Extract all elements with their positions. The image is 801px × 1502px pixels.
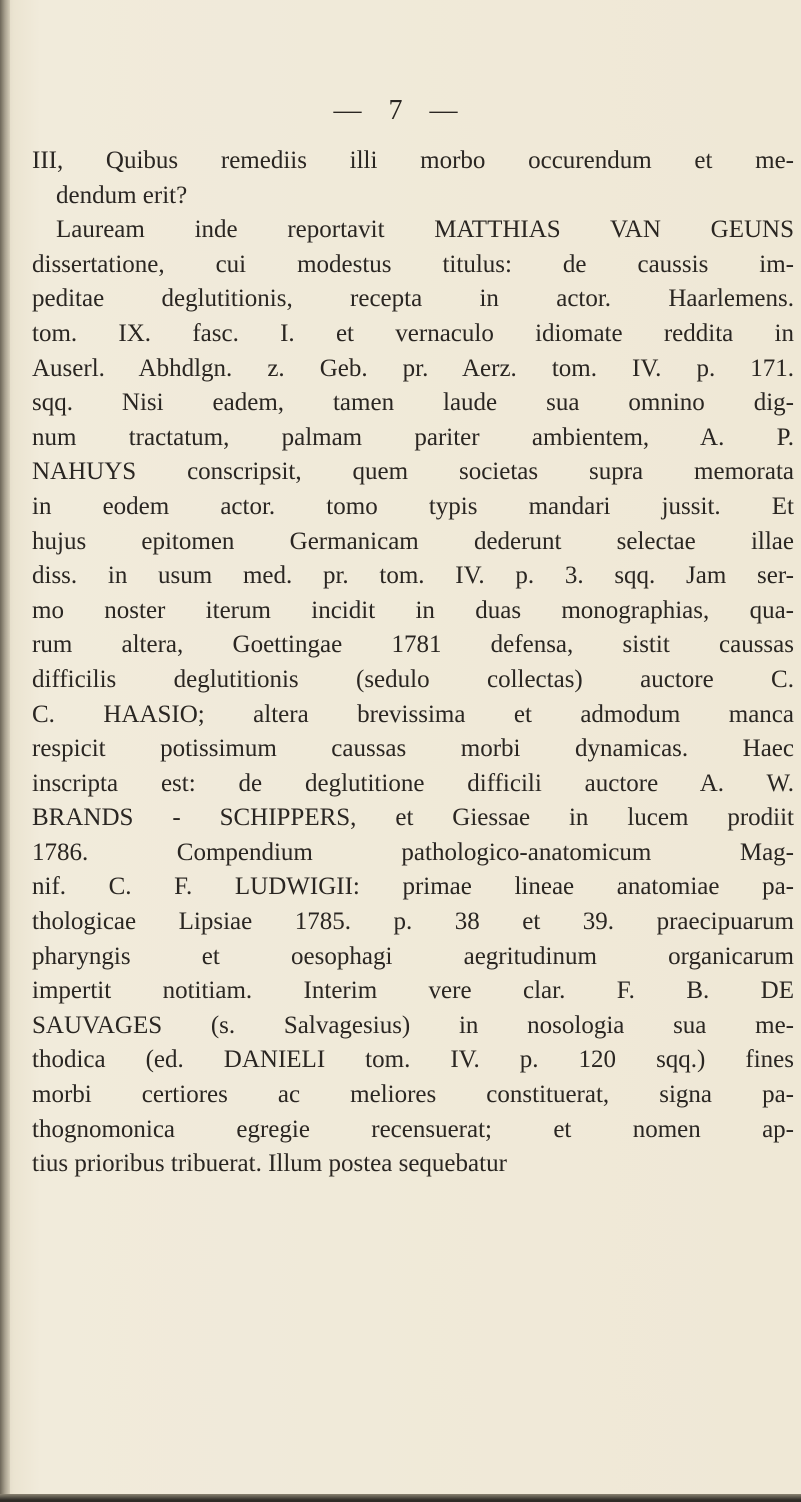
text-line: 1786. Compendium pathologico-anatomicum Mag-: [32, 838, 794, 866]
text-line: respicit potissimum caussas morbi dynamicas. Haec: [32, 735, 794, 763]
text-line: thognomonica egregie recensuerat; et nomen ap-: [32, 1115, 794, 1143]
text-line: NAHUYS conscripsit, quem societas supra memorata: [32, 458, 794, 486]
text-line: hujus epitomen Germanicam dederunt selectae illae: [32, 527, 794, 555]
page-bottom-edge: [0, 1494, 801, 1502]
text-line: Auserl. Abhdlgn. z. Geb. pr. Aerz. tom. IV. p. 171.: [32, 354, 794, 382]
text-line: impertit notitiam. Interim vere clar. F. B. DE: [32, 977, 794, 1005]
text-line: thologicae Lipsiae 1785. p. 38 et 39. praecipuarum: [32, 908, 794, 936]
text-line: dissertatione, cui modestus titulus: de caussis im-: [32, 250, 794, 278]
body-text: [32, 144, 794, 1182]
text-line: BRANDS - SCHIPPERS, et Giessae in lucem prodiit: [32, 804, 794, 832]
text-line: morbi certiores ac meliores constituerat, signa pa-: [32, 1081, 794, 1109]
text-line: pharyngis et oesophagi aegritudinum organicarum: [32, 942, 794, 970]
text-line: num tractatum, palmam pariter ambientem, A. P.: [32, 423, 794, 451]
text-line: rum altera, Goettingae 1781 defensa, sistit caussas: [32, 631, 794, 659]
page-spine-shadow: [0, 0, 10, 1502]
text-line: in eodem actor. tomo typis mandari jussit. Et: [32, 492, 794, 520]
text-line: C. HAASIO; altera brevissima et admodum manca: [32, 700, 794, 728]
text-line: thodica (ed. DANIELI tom. IV. p. 120 sqq.) fines: [32, 1046, 794, 1074]
text-line: tom. IX. fasc. I. et vernaculo idiomate reddita in: [32, 319, 794, 347]
text-line: SAUVAGES (s. Salvagesius) in nosologia sua me-: [32, 1011, 794, 1039]
text-line: nif. C. F. LUDWIGII: primae lineae anatomiae pa-: [32, 873, 794, 901]
text-line: difficilis deglutitionis (sedulo collectas) auctore C.: [32, 665, 794, 693]
text-line: III, Quibus remediis illi morbo occurendum et me-: [32, 147, 794, 174]
text-line: inscripta est: de deglutitione difficili auctore A. W.: [32, 769, 794, 797]
page-number: — 7 —: [333, 95, 468, 126]
text-line: diss. in usum med. pr. tom. IV. p. 3. sqq. Jam ser-: [32, 562, 794, 590]
text-line: peditae deglutitionis, recepta in actor. Haarlemens.: [32, 285, 794, 313]
text-line: dendum erit?: [56, 181, 188, 209]
text-line: mo noster iterum incidit in duas monographias, qua-: [32, 596, 794, 624]
text-line: sqq. Nisi eadem, tamen laude sua omnino dig-: [32, 389, 794, 417]
text-line: tius prioribus tribuerat. Illum postea sequebatur: [32, 1150, 507, 1178]
text-line: Lauream inde reportavit MATTHIAS VAN GEUNS: [56, 216, 794, 244]
